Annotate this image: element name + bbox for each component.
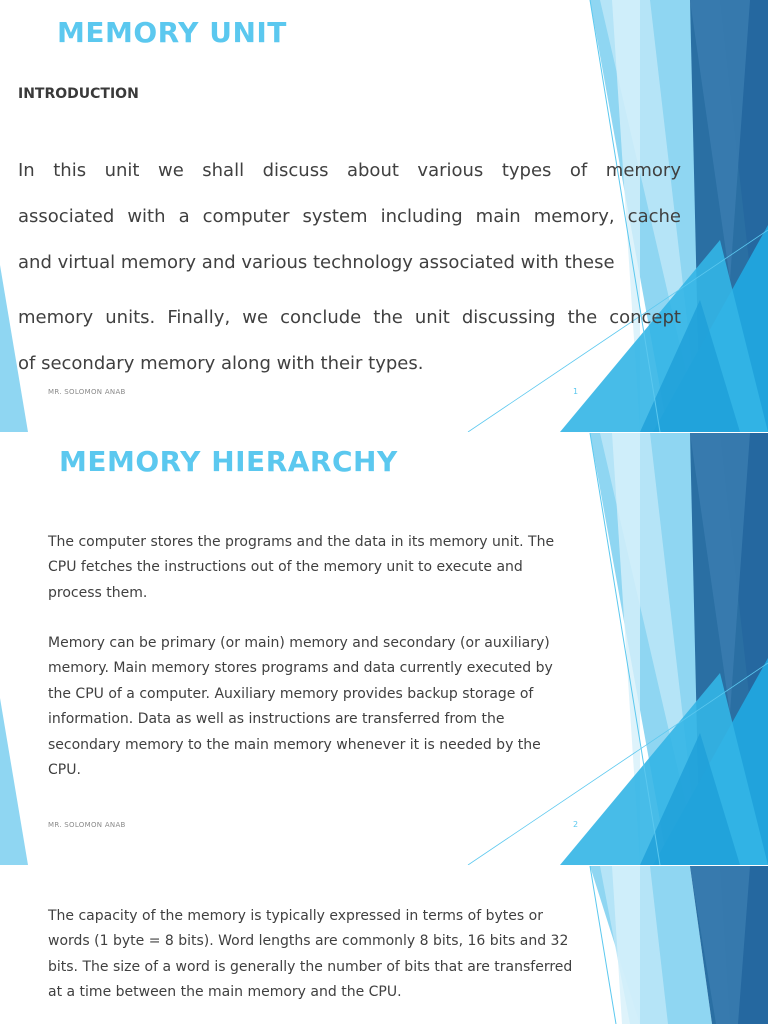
slide-title: MEMORY HIERARCHY [59, 445, 398, 478]
intro-text-line: In this unit we shall discuss about various types of memory [18, 160, 681, 181]
slide-1 [0, 0, 768, 432]
body-paragraph: The capacity of the memory is typically expressed in terms of bytes or words (1 byte = 8 bits). Word lengths are commonly 8 bits, 16 bits and 32 bits. The size of a word is generally the number of bits that are transferred at a time between the main memory and the CPU. [48, 908, 573, 1001]
slide-3 [0, 866, 768, 1024]
slide-footer-author: MR. SOLOMON ANAB [48, 388, 126, 396]
slide-page-number: 2 [573, 820, 579, 829]
section-heading: INTRODUCTION [18, 86, 139, 102]
slide-2 [0, 433, 768, 865]
intro-text-line: associated with a computer system including main memory, cache [18, 206, 681, 227]
slide-page-number: 1 [573, 387, 579, 396]
intro-text-line: of secondary memory along with their types. [18, 353, 424, 374]
intro-text-line: memory units. Finally, we conclude the unit discussing the concept [18, 307, 681, 328]
slide-footer-author: MR. SOLOMON ANAB [48, 821, 126, 829]
slide-title: MEMORY UNIT [57, 16, 287, 49]
body-paragraph: Memory can be primary (or main) memory and secondary (or auxiliary) memory. Main memory stores programs and data currently executed by the CPU of a computer. Auxiliary memory provides backup storage of information. Data as well as instructions are transferred from the secondary memory to the main memory whenever it is needed by the CPU. [48, 635, 553, 779]
intro-text-line: and virtual memory and various technology associated with these [18, 252, 615, 273]
body-paragraph: The computer stores the programs and the data in its memory unit. The CPU fetches the instructions out of the memory unit to execute and process them. [48, 534, 555, 601]
